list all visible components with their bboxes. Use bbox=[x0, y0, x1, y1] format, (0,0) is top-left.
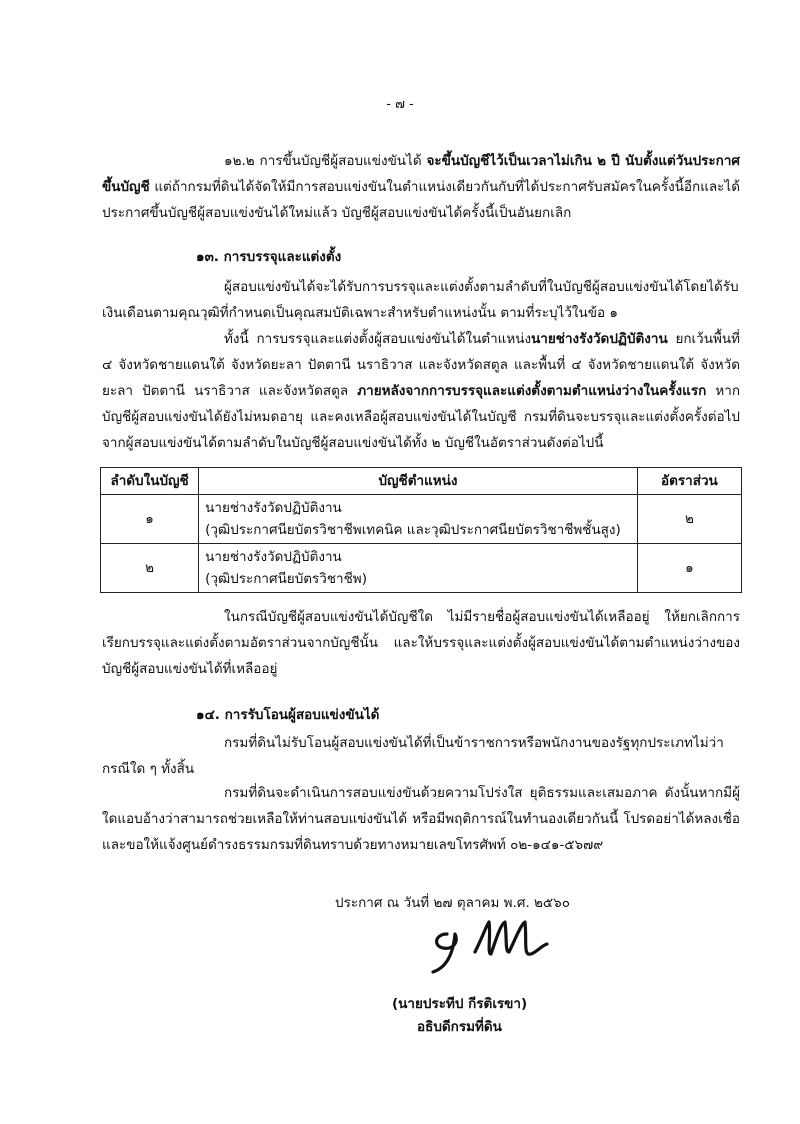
paragraph-13-2-part3: หากบัญชีผู้สอบแข่งขันได้ยังไม่หมดอายุ และคงเหลือผู้สอบแข่งขันได้ในบัญชี กรมที่ดินจะบรรจุและแต่งตั้งครั้งต่อไปจากผู้สอบแข่งขันได้ตามลำดับในบัญชีผู้สอบแข่งขันได้ทั้ง ๒ บัญชีในอัตราส่วนดังต่อไปนี้ bbox=[102, 383, 741, 451]
table-row bbox=[101, 495, 742, 544]
paragraph-13-2-bold2: ภายหลังจากการบรรจุและแต่งตั้งตามตำแหน่งว่างในครั้งแรก bbox=[357, 383, 707, 399]
position-qualification: (วุฒิประกาศนียบัตรวิชาชีพเทคนิค และวุฒิประกาศนียบัตรวิชาชีพชั้นสูง) bbox=[205, 522, 621, 538]
paragraph-13-2 bbox=[102, 326, 740, 456]
paragraph-12-2-prefix: ๑๒.๒ การขึ้นบัญชีผู้สอบแข่งขันได้ bbox=[224, 153, 427, 169]
signature-image bbox=[425, 916, 555, 978]
page-number: - ๗ - bbox=[386, 97, 414, 112]
position-name: นายช่างรังวัดปฏิบัติงาน bbox=[205, 500, 342, 516]
position-name: นายช่างรังวัดปฏิบัติงาน bbox=[205, 549, 342, 565]
heading-14: ๑๔. การรับโอนผู้สอบแข่งขันได้ bbox=[196, 707, 380, 723]
table-row bbox=[101, 544, 742, 593]
paragraph-13-1 bbox=[102, 274, 740, 326]
paragraph-13-3 bbox=[102, 604, 740, 682]
header-ratio: อัตราส่วน bbox=[637, 468, 741, 495]
paragraph-12-2 bbox=[102, 148, 740, 226]
signer-title: อธิบดีกรมที่ดิน bbox=[417, 1019, 502, 1035]
paragraph-12-2-bold: จะขึ้นบัญชีไว้เป็นเวลาไม่เกิน ๒ ปี นับตั้งแต่วันประกาศขึ้นบัญชี bbox=[102, 153, 740, 195]
signer-name: (นายประทีป กีรติเรขา) bbox=[392, 996, 528, 1012]
cell-position bbox=[199, 495, 638, 544]
cell-position bbox=[199, 544, 638, 593]
paragraph-14-1-text: กรมที่ดินไม่รับโอนผู้สอบแข่งขันได้ที่เป็นข้าราชการหรือพนักงานของรัฐทุกประเภทไม่ว่ากรณีใด ๆ ทั้งสิ้น bbox=[102, 735, 724, 777]
paragraph-13-2-bold1: นายช่างรังวัดปฏิบัติงาน bbox=[531, 331, 668, 347]
table-header-row bbox=[101, 468, 742, 495]
paragraph-14-1 bbox=[102, 730, 740, 782]
cell-order: ๒ bbox=[101, 544, 199, 593]
paragraph-13-3-text: ในกรณีบัญชีผู้สอบแข่งขันได้บัญชีใด ไม่มีรายชื่อผู้สอบแข่งขันได้เหลืออยู่ ให้ยกเลิกการเรียกบรรจุและแต่งตั้งตามอัตราส่วนจากบัญชีนั้น และให้บรรจุและแต่งตั้งผู้สอบแข่งขันได้ตามตำแหน่งว่างของบัญชีผู้สอบแข่งขันได้ที่เหลืออยู่ bbox=[102, 609, 740, 677]
paragraph-14-2 bbox=[102, 780, 740, 858]
position-qualification: (วุฒิประกาศนียบัตรวิชาชีพ) bbox=[205, 571, 367, 587]
cell-ratio: ๑ bbox=[637, 544, 741, 593]
heading-13: ๑๓. การบรรจุและแต่งตั้ง bbox=[196, 249, 342, 265]
paragraph-13-2-part2: ยกเว้นพื้นที่ ๔ จังหวัดชายแดนใต้ จังหวัดยะลา ปัตตานี นราธิวาส และจังหวัดสตูล และพื้นที่ ๔ จังหวัดชายแดนใต้ จังหวัดยะลา ปัตตานี นราธิวาส และจังหวัดสตูล bbox=[102, 331, 741, 399]
paragraph-14-2-text: กรมที่ดินจะดำเนินการสอบแข่งขันด้วยความโปร่งใส ยุติธรรมและเสมอภาค ดังนั้นหากมีผู้ใดแอบอ้างว่าสามารถช่วยเหลือให้ท่านสอบแข่งขันได้ หรือมีพฤติการณ์ในทำนองเดียวกันนี้ โปรดอย่าได้หลงเชื่อและขอให้แจ้งศูนย์ดำรงธรรมกรมที่ดินทราบด้วยทางหมายเลขโทรศัพท์ ๐๒-๑๔๑-๕๖๗๙ bbox=[102, 785, 740, 853]
header-position: บัญชีตำแหน่ง bbox=[199, 468, 638, 495]
paragraph-13-2-part1: ทั้งนี้ การบรรจุและแต่งตั้งผู้สอบแข่งขันได้ในตำแหน่ง bbox=[224, 331, 532, 347]
cell-order: ๑ bbox=[101, 495, 199, 544]
ratio-table bbox=[100, 467, 742, 593]
cell-ratio: ๒ bbox=[637, 495, 741, 544]
header-order: ลำดับในบัญชี bbox=[101, 468, 199, 495]
announcement-date: ประกาศ ณ วันที่ ๒๗ ตุลาคม พ.ศ. ๒๕๖๐ bbox=[335, 895, 570, 911]
paragraph-12-2-rest: แต่ถ้ากรมที่ดินได้จัดให้มีการสอบแข่งขันในตำแหน่งเดียวกันกับที่ได้ประกาศรับสมัครในครั้งนี้อีกและได้ประกาศขึ้นบัญชีผู้สอบแข่งขันได้ใหม่แล้ว บัญชีผู้สอบแข่งขันได้ครั้งนี้เป็นอันยกเลิก bbox=[102, 179, 740, 221]
paragraph-13-1-text: ผู้สอบแข่งขันได้จะได้รับการบรรจุและแต่งตั้งตามลำดับที่ในบัญชีผู้สอบแข่งขันได้โดยได้รับเงินเดือนตามคุณวุฒิที่กำหนดเป็นคุณสมบัติเฉพาะสำหรับตำแหน่งนั้น ตามที่ระบุไว้ในข้อ ๑ bbox=[102, 279, 739, 321]
